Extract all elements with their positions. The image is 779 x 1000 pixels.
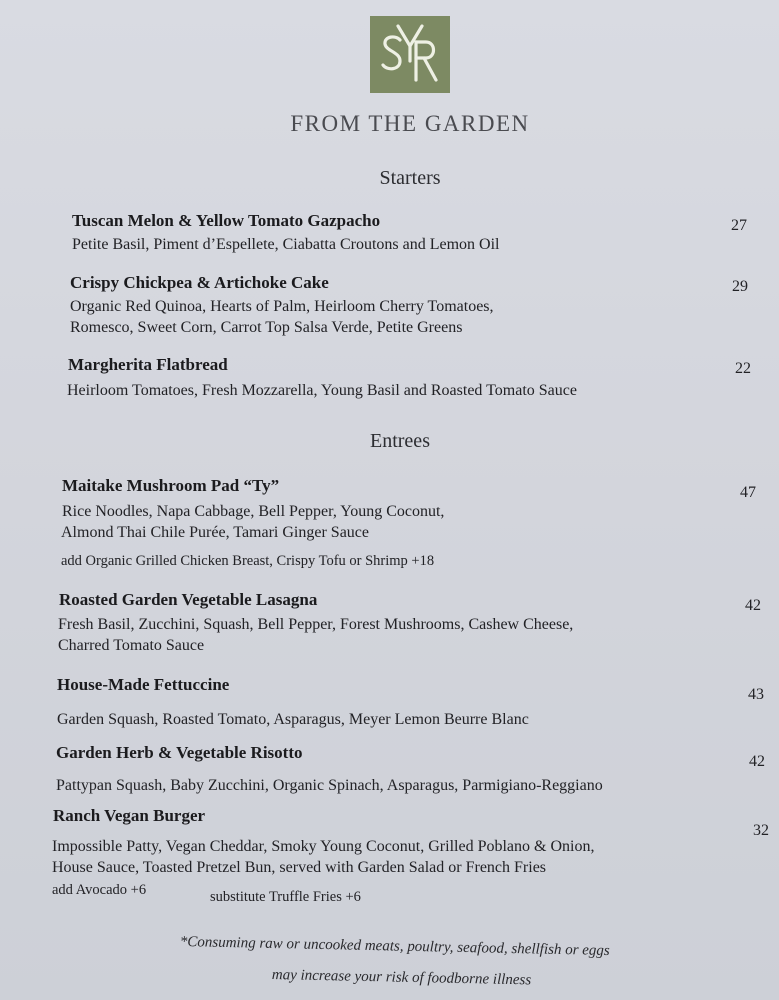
menu-item-name: Maitake Mushroom Pad “Ty” — [62, 476, 280, 495]
menu-item-description: Rice Noodles, Napa Cabbage, Bell Pepper, Young Coconut, — [62, 503, 445, 520]
menu-item-price: 42 — [749, 753, 765, 770]
menu-item-description: Charred Tomato Sauce — [58, 637, 205, 654]
menu-item-price: 42 — [745, 597, 761, 614]
menu-item-addon: add Avocado +6 — [52, 882, 147, 898]
menu-item-description: Petite Basil, Piment d’Espellete, Ciabatta Croutons and Lemon Oil — [72, 236, 500, 253]
menu-item-name: House-Made Fettuccine — [57, 675, 230, 694]
menu-item-name: Ranch Vegan Burger — [53, 806, 206, 825]
menu-item-addon: substitute Truffle Fries +6 — [210, 889, 361, 905]
menu-item-price: 27 — [731, 217, 747, 234]
menu-item-addon: add Organic Grilled Chicken Breast, Crispy Tofu or Shrimp +18 — [61, 553, 435, 569]
menu-item-description: Impossible Patty, Vegan Cheddar, Smoky Young Coconut, Grilled Poblano & Onion, — [52, 838, 595, 855]
menu-item-name: Roasted Garden Vegetable Lasagna — [59, 590, 318, 609]
menu-item-price: 29 — [732, 278, 748, 295]
food-safety-disclaimer: may increase your risk of foodborne illness — [271, 967, 532, 989]
menu-item-description: Fresh Basil, Zucchini, Squash, Bell Pepper, Forest Mushrooms, Cashew Cheese, — [58, 616, 574, 633]
food-safety-disclaimer: *Consuming raw or uncooked meats, poultry, seafood, shellfish or eggs — [179, 934, 610, 960]
menu-item-description: Heirloom Tomatoes, Fresh Mozzarella, Young Basil and Roasted Tomato Sauce — [67, 382, 577, 399]
menu-item-name: Tuscan Melon & Yellow Tomato Gazpacho — [72, 211, 381, 230]
menu-item-description: House Sauce, Toasted Pretzel Bun, served with Garden Salad or French Fries — [52, 859, 547, 876]
menu-item-description: Pattypan Squash, Baby Zucchini, Organic Spinach, Asparagus, Parmigiano-Reggiano — [56, 777, 603, 794]
menu-item-price: 32 — [753, 822, 769, 839]
menu-item-description: Almond Thai Chile Purée, Tamari Ginger Sauce — [61, 524, 369, 541]
restaurant-logo — [370, 16, 450, 93]
menu-item-name: Margherita Flatbread — [68, 355, 228, 374]
page-title: FROM THE GARDEN — [290, 111, 530, 136]
menu-item-name: Garden Herb & Vegetable Risotto — [56, 743, 303, 762]
entrees-heading: Entrees — [370, 430, 430, 452]
starters-heading: Starters — [379, 167, 441, 189]
menu-item-description: Garden Squash, Roasted Tomato, Asparagus, Meyer Lemon Beurre Blanc — [57, 711, 529, 728]
menu-item-price: 47 — [740, 484, 756, 501]
menu-item-price: 22 — [735, 360, 751, 377]
menu-item-name: Crispy Chickpea & Artichoke Cake — [70, 273, 329, 292]
menu-item-description: Organic Red Quinoa, Hearts of Palm, Heirloom Cherry Tomatoes, — [70, 298, 494, 315]
menu-item-description: Romesco, Sweet Corn, Carrot Top Salsa Verde, Petite Greens — [70, 319, 463, 336]
menu-item-price: 43 — [748, 686, 764, 703]
